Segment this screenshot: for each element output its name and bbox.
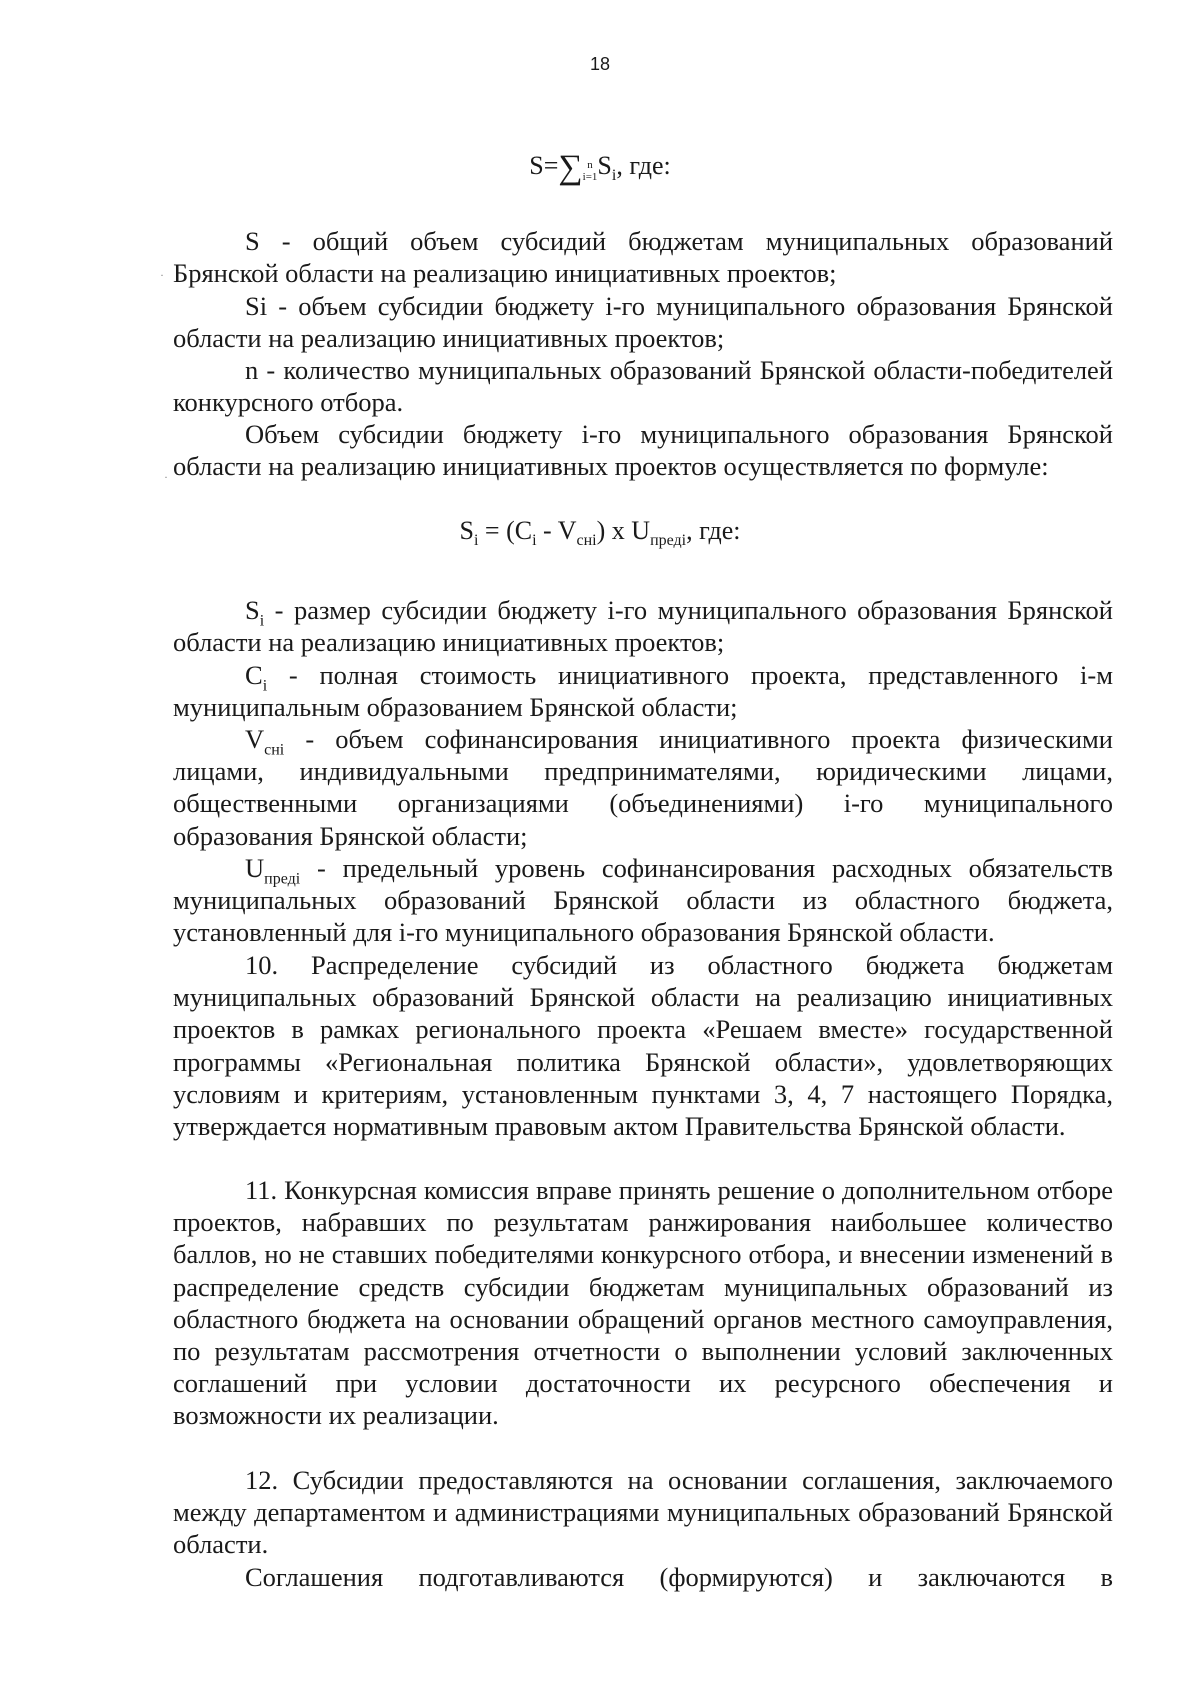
formula-s: S	[459, 516, 474, 545]
definition-symbol: V	[245, 724, 265, 754]
paragraph-text: Распределение субсидий из областного бюджета бюджетам муниципальных образований Брянской области на реализацию инициативных проектов в рамках регионального проекта «Решаем вместе» государственной программы «Региональная политика Брянской области», удовлетворяющих условиям и критериям, установленным пунктами 3, 4, 7 настоящего Порядка, утверждается нормативным правовым актом Правительства Брянской области.	[173, 950, 1113, 1142]
definition-text: - объем субсидии бюджету i-го муниципального образования Брянской области на реализацию инициативных проектов;	[173, 291, 1113, 354]
definition-symbol-sub: предi	[264, 870, 301, 888]
definition-text: - количество муниципальных образований Брянской области-победителей конкурсного отбора.	[173, 355, 1113, 418]
definition-symbol: S	[245, 226, 260, 256]
definition-symbol-sub: i	[259, 612, 265, 630]
definition-s	[173, 225, 1113, 289]
formula-u-sub: предi	[650, 532, 687, 550]
formula-c-sub: i	[532, 532, 537, 550]
definition-ci	[173, 659, 1113, 723]
paragraph-10	[173, 949, 1113, 1142]
paragraph-11	[173, 1174, 1113, 1432]
formula-v-sub: cнi	[576, 532, 597, 550]
definition-si-size	[173, 594, 1113, 658]
paragraph-number: 10.	[245, 950, 279, 980]
sum-formula	[0, 150, 1200, 184]
definition-text: - размер субсидии бюджету i-го муниципального образования Брянской области на реализацию инициативных проектов;	[173, 595, 1113, 658]
sum-lower-limit: i=1	[582, 171, 598, 183]
scan-speck: ·	[160, 268, 164, 282]
intro-paragraph: Объем субсидии бюджету i-го муниципального образования Брянской области на реализацию инициативных проектов осуществляется по формуле:	[173, 419, 1113, 482]
page-number: 18	[589, 54, 611, 74]
sum-term-subscript: i	[611, 167, 617, 185]
definition-text: - общий объем субсидий бюджетам муниципальных образований Брянской области на реализацию инициативных проектов;	[173, 226, 1113, 289]
formula-v: - V	[536, 516, 577, 545]
definition-symbol: Si	[245, 291, 268, 321]
definition-symbol-sub: cнi	[264, 741, 285, 759]
paragraph-12	[173, 1464, 1113, 1561]
sum-limits	[583, 159, 598, 183]
definition-text: - полная стоимость инициативного проекта, представленного i-м муниципальным образованием Брянской области;	[173, 660, 1113, 723]
definition-upredi	[173, 852, 1113, 949]
scan-speck: ·	[164, 470, 168, 484]
sum-upper-limit: n	[587, 159, 593, 171]
definition-n	[173, 354, 1113, 418]
paragraph-number: 11.	[245, 1175, 278, 1205]
definition-text: - объем софинансирования инициативного проекта физическими лицами, индивидуальными предпринимателями, юридическими лицами, общественными организациями (объединениями) i-го муниципального образования Брянской области;	[173, 724, 1113, 851]
formula-c: = (C	[478, 516, 533, 545]
formula-lhs: S=	[529, 151, 559, 180]
paragraph-number: 12.	[245, 1465, 279, 1495]
formula-tail: , где:	[616, 151, 671, 180]
definition-text: - предельный уровень софинансирования расходных обязательств муниципальных образований Брянской области из областного бюджета, установленный для i-го муниципального образования Брянской области.	[173, 853, 1113, 948]
paragraph-text: Конкурсная комиссия вправе принять решение о дополнительном отборе проектов, набравших по результатам ранжирования наибольшее количество баллов, но не ставших победителями конкурсного отбора, и внесении изменений в распределение средств субсидии бюджетам муниципальных образований из областного бюджета на основании обращений органов местного самоуправления, по результатам рассмотрения отчетности о выполнении условий заключенных соглашений при условии достаточности их ресурсного обеспечения и возможности их реализации.	[173, 1175, 1113, 1431]
definition-vcni	[173, 723, 1113, 852]
subsidy-formula	[0, 515, 1200, 550]
formula-tail: , где:	[686, 516, 741, 545]
definition-symbol: C	[245, 660, 263, 690]
definition-symbol: U	[245, 853, 265, 883]
paragraph-text: Субсидии предоставляются на основании соглашения, заключаемого между департаментом и администрациями муниципальных образований Брянской области.	[173, 1465, 1113, 1560]
last-line: Соглашения подготавливаются (формируются) и заключаются в	[245, 1562, 1113, 1592]
formula-u: ) x U	[596, 516, 651, 545]
sum-sign: ∑	[558, 149, 583, 186]
definition-symbol: n	[245, 355, 259, 385]
sum-term: S	[597, 151, 612, 180]
definition-symbol: S	[245, 595, 260, 625]
formula-s-sub: i	[473, 532, 479, 550]
definition-si	[173, 290, 1113, 354]
definition-symbol-sub: i	[262, 677, 268, 695]
